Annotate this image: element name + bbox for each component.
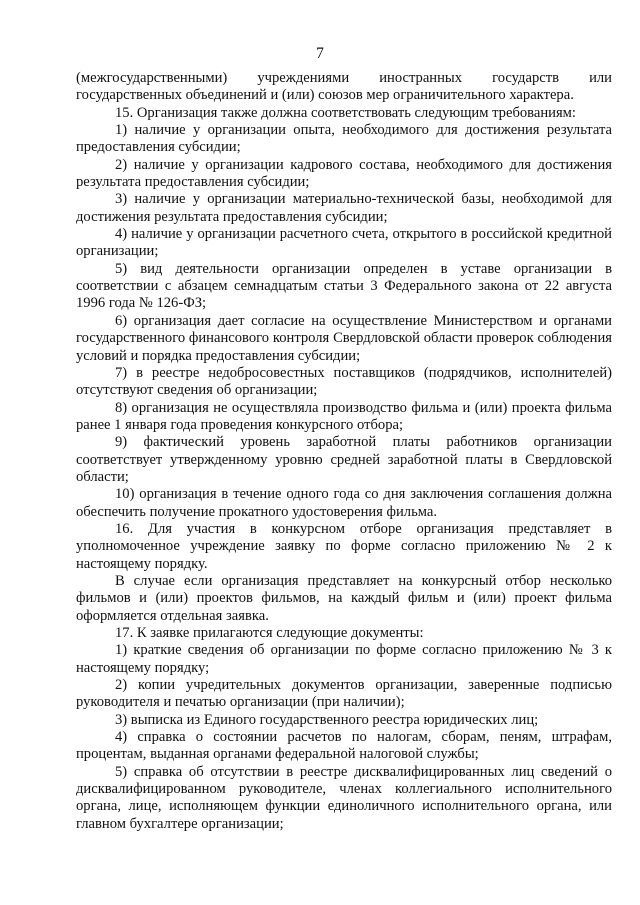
requirement-5: 5) вид деятельности организации определен в уставе организации в соответствии с абзацем семнадцатым статьи 3 Федерального закона от 22 августа 1996 года № 126-ФЗ; (76, 260, 612, 312)
document-item-3: 3) выписка из Единого государственного реестра юридических лиц; (115, 711, 539, 728)
requirement-9: 9) фактический уровень заработной платы работников организации соответствует утвержденному уровню средней заработной платы в Свердловской области; (76, 434, 612, 485)
requirement-6: 6) организация дает согласие на осуществление Министерством и органами государственного финансового контроля Свердловской области проверок соблюдения условий и порядка предоставления субсидии; (76, 312, 612, 364)
section-16: 16. Для участия в конкурсном отборе организация представляет в уполномоченное учреждение заявку по форме согласно приложению № 2 к настоящему порядку. (76, 520, 612, 572)
section-16-note: В случае если организация представляет на конкурсный отбор несколько фильмов и (или) проектов фильмов, на каждый фильм и (или) проект фильма оформляется отдельная заявка. (76, 572, 612, 624)
requirement-4: 4) наличие у организации расчетного счета, открытого в российской кредитной организации; (76, 226, 612, 260)
page-number: 7 (316, 45, 324, 62)
requirement-8: 8) организация не осуществляла производство фильма и (или) проекта фильма ранее 1 января года проведения конкурсного отбора; (76, 399, 612, 433)
document-item-5: 5) справка об отсутствии в реестре дисквалифицированных лиц сведений о дисквалифицированном руководителе, членах коллегиального исполнительного органа, лице, исполняющем функции единоличного исполнительного органа, или главном бухгалтере организации; (76, 763, 612, 832)
document-item-2: 2) копии учредительных документов организации, заверенные подписью руководителя и печатью организации (при наличии); (76, 677, 612, 711)
requirement-1: 1) наличие у организации опыта, необходимого для достижения результата предоставления субсидии; (76, 122, 612, 156)
section-15-heading: 15. Организация также должна соответствовать следующим требованиям: (115, 104, 576, 121)
requirement-7: 7) в реестре недобросовестных поставщиков (подрядчиков, исполнителей) отсутствуют сведения об организации; (76, 364, 612, 399)
section-17-heading: 17. К заявке прилагаются следующие документы: (115, 625, 424, 641)
document-item-1: 1) краткие сведения об организации по форме согласно приложению № 3 к настоящему порядку; (76, 642, 612, 676)
paragraph-continuation: (межгосударственными) учреждениями иностранных государств или государственных объединений и (или) союзов мер ограничительного характера. (76, 70, 612, 104)
requirement-3: 3) наличие у организации материально-технической базы, необходимой для достижения результата предоставления субсидии; (76, 191, 612, 225)
requirement-10: 10) организация в течение одного года со дня заключения соглашения должна обеспечить получение прокатного удостоверения фильма. (76, 486, 612, 520)
requirement-2: 2) наличие у организации кадрового состава, необходимого для достижения результата предоставления субсидии; (76, 156, 612, 191)
document-body (76, 70, 612, 833)
document-item-4: 4) справка о состоянии расчетов по налогам, сборам, пеням, штрафам, процентам, выданная органами федеральной налоговой службы; (76, 729, 612, 763)
